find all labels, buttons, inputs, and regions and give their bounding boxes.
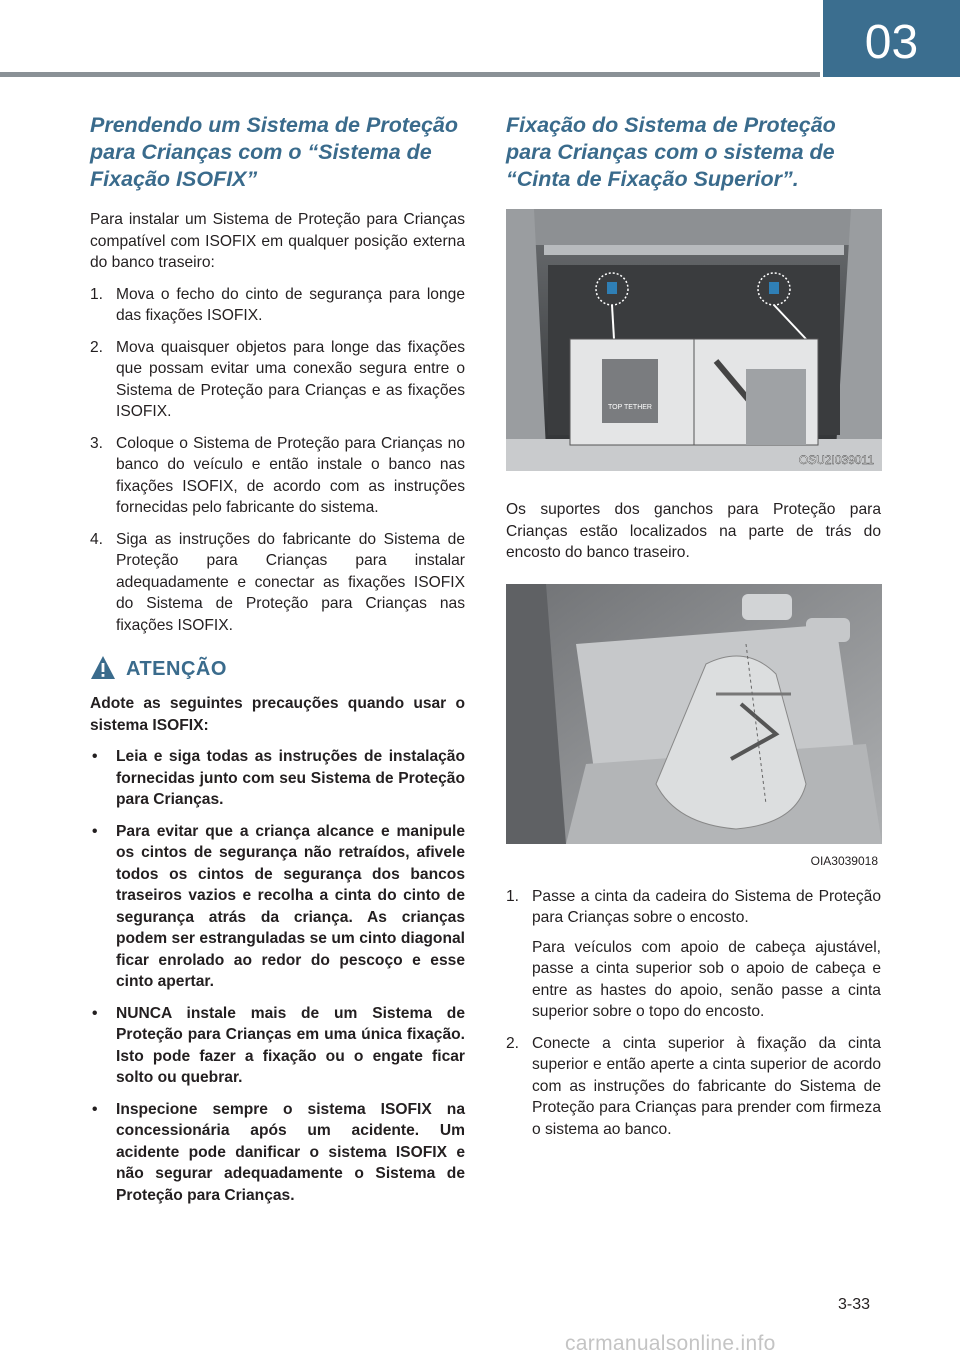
right-column (506, 112, 881, 1150)
isofix-intro: Para instalar um Sistema de Proteção para Crianças compatível com ISOFIX em qualquer posição externa do banco traseiro: (90, 211, 465, 271)
list-item: 2. Conecte a cinta superior à fixação da cinta superior e então aperte a cinta superior de acordo com as instruções do fabricante do Sistema de Proteção para Crianças para prender com firmeza o sistema ao banco. (506, 1034, 881, 1138)
list-item: • Inspecione sempre o sistema ISOFIX na concessionária após um acidente. Um acidente pode danificar o sistema ISOFIX e não segurar adequadamente o Sistema de Proteção para Crianças. (92, 1100, 465, 1204)
list-item: • Para evitar que a criança alcance e manipule os cintos de segurança não retraídos, afivele todos os cintos de segurança dos bancos traseiros vazios e recolha a cinta do cinto de segurança atrás da criança. As crianças podem ser estranguladas se um cinto diagonal ficar enrolado ao redor do pescoço e esse cinto apertar. (92, 822, 465, 990)
chapter-tab (823, 0, 960, 77)
figure-trunk-anchors (506, 209, 882, 471)
child-seat-illustration (506, 584, 882, 844)
header-rule (0, 72, 820, 77)
list-item: • NUNCA instale mais de um Sistema de Proteção para Crianças em uma única fixação. Isto pode fazer a fixação ou o engate ficar solto ou quebrar. (92, 1004, 465, 1086)
list-item: • Leia e siga todas as instruções de instalação fornecidas junto com seu Sistema de Proteção para Crianças. (92, 748, 465, 808)
left-column (90, 112, 465, 1216)
list-item: 1. Mova o fecho do cinto de segurança para longe das fixações ISOFIX. (90, 285, 465, 324)
figure-code: OIA3039018 (810, 853, 878, 868)
warning-triangle-icon (90, 655, 116, 681)
warning-header (90, 658, 465, 681)
figure-code: OSU2I039011 (798, 453, 874, 467)
trunk-anchors-illustration (506, 209, 882, 471)
tether-section-title: Fixação do Sistema de Proteção para Crianças com o sistema de “Cinta de Fixação Superior”. (506, 113, 836, 191)
isofix-steps (90, 284, 465, 637)
list-item: 4. Siga as instruções do fabricante do Sistema de Proteção para Crianças para instalar adequadamente e conectar as fixações ISOFIX do Sistema de Proteção para Crianças nas fixações ISOFIX. (90, 530, 465, 634)
isofix-section-title: Prendendo um Sistema de Proteção para Crianças com o “Sistema de Fixação ISOFIX” (90, 113, 458, 191)
watermark: carmanualsonline.info (565, 1332, 776, 1355)
warning-intro: Adote as seguintes precauções quando usar o sistema ISOFIX: (90, 695, 465, 734)
page-number: 3-33 (838, 1296, 871, 1313)
warning-title: ATENÇÃO (126, 658, 227, 680)
list-item: 1. Passe a cinta da cadeira do Sistema de Proteção para Crianças sobre o encosto. Para veículos com apoio de cabeça ajustável, passe a cinta superior sob o apoio de cabeça e entre as hastes do apoio, senão passe a cinta superior sobre o topo do encosto. (506, 886, 881, 1023)
list-item: 3. Coloque o Sistema de Proteção para Crianças no banco do veículo e então instale o banco nas fixações ISOFIX, de acordo com as instruções fornecidas pelo fabricante do sistema. (90, 434, 465, 516)
step-note: Para veículos com apoio de cabeça ajustável, passe a cinta superior sob o apoio de cabeça e entre as hastes do apoio, senão passe a cinta superior sobre o topo do encosto. (532, 938, 881, 1020)
figure-child-seat (506, 584, 882, 868)
chapter-number: 03 (864, 16, 919, 69)
list-item: 2. Mova quaisquer objetos para longe das fixações que possam evitar uma conexão segura entre o Sistema de Proteção para Crianças e as fixações ISOFIX. (90, 338, 465, 420)
tether-steps (506, 886, 881, 1141)
warning-bullets (90, 746, 465, 1206)
top-tether-label: TOP TETHER (608, 404, 652, 411)
anchor-location-text: Os suportes dos ganchos para Proteção para Crianças estão localizados na parte de trás do encosto do banco traseiro. (506, 501, 881, 561)
